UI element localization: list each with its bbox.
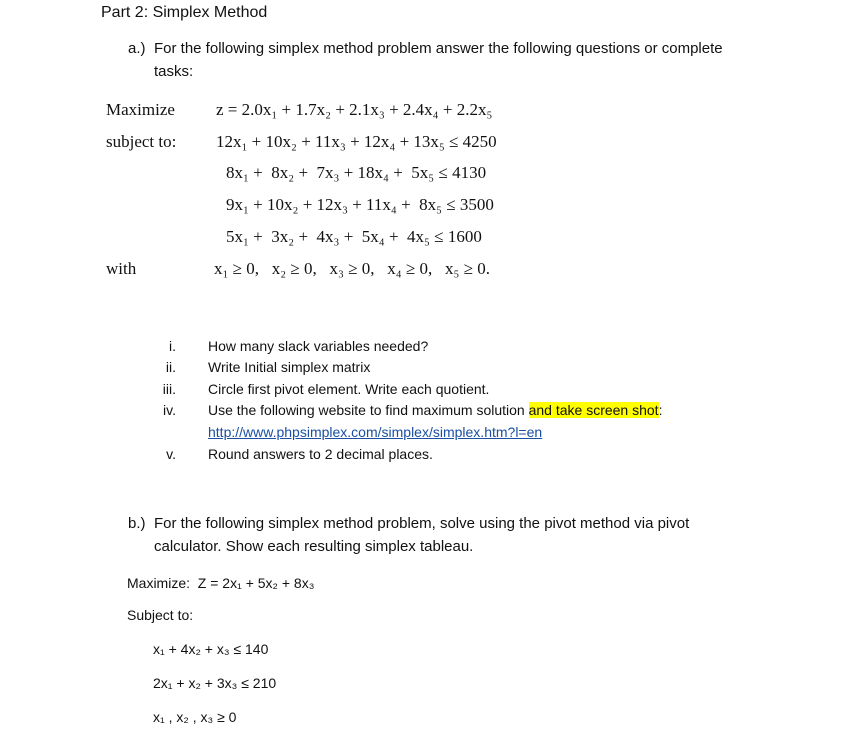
highlighted-text: and take screen shot <box>528 402 659 418</box>
task-text: Circle first pivot element. Write each quotient. <box>208 381 490 397</box>
section-a-intro-line2: tasks: <box>154 63 194 80</box>
with-label: with <box>106 259 137 278</box>
section-a-intro-line1: For the following simplex method problem answer the following questions or complete <box>154 40 723 57</box>
task-number: ii. <box>165 359 176 375</box>
task-text <box>208 402 662 418</box>
task-number: iv. <box>163 402 176 418</box>
task-number: i. <box>169 338 176 354</box>
section-b-intro-line1: For the following simplex method problem, solve using the pivot method via pivot <box>154 515 690 532</box>
task-text: Round answers to 2 decimal places. <box>208 446 433 462</box>
constraint-3: 9x₁ + 10x₂ + 12x₃ + 11x₄ + 8x₅ ≤ 3500 <box>226 195 494 214</box>
constraint-2: 8x₁ + 8x₂ + 7x₃ + 18x₄ + 5x₅ ≤ 4130 <box>226 163 487 182</box>
maximize-label: Maximize <box>106 100 175 119</box>
section-b-intro-line2: calculator. Show each resulting simplex tableau. <box>154 538 474 555</box>
task-text-before: Use the following website to find maximum solution <box>208 402 529 418</box>
section-b-constraint-2: 2x₁ + x₂ + 3x₃ ≤ 210 <box>153 675 277 691</box>
task-text-after: : <box>658 402 663 418</box>
section-b-nonnegativity: x₁ , x₂ , x₃ ≥ 0 <box>153 709 237 725</box>
section-b-objective: Maximize: Z = 2x₁ + 5x₂ + 8x₃ <box>127 575 315 591</box>
nonnegativity-constraints: x₁ ≥ 0, x₂ ≥ 0, x₃ ≥ 0, x₄ ≥ 0, x₅ ≥ 0. <box>214 259 491 278</box>
section-a-label: a.) <box>128 40 146 57</box>
task-number: v. <box>166 446 176 462</box>
section-b-constraint-1: x₁ + 4x₂ + x₃ ≤ 140 <box>153 641 269 657</box>
objective-function: z = 2.0x₁ + 1.7x₂ + 2.1x₃ + 2.4x₄ + 2.2x₅ <box>216 100 493 119</box>
subject-to-label: subject to: <box>106 132 177 151</box>
constraint-1: 12x₁ + 10x₂ + 11x₃ + 12x₄ + 13x₅ ≤ 4250 <box>216 132 497 151</box>
constraint-4: 5x₁ + 3x₂ + 4x₃ + 5x₄ + 4x₅ ≤ 1600 <box>226 227 482 246</box>
part-title: Part 2: Simplex Method <box>101 4 268 21</box>
section-b-subject-label: Subject to: <box>127 607 194 623</box>
task-text: Write Initial simplex matrix <box>208 359 371 375</box>
phpsimplex-link[interactable]: http://www.phpsimplex.com/simplex/simplex.htm?l=en <box>208 424 543 440</box>
task-text: How many slack variables needed? <box>208 338 429 354</box>
section-b-label: b.) <box>128 515 146 532</box>
task-number: iii. <box>162 381 176 397</box>
